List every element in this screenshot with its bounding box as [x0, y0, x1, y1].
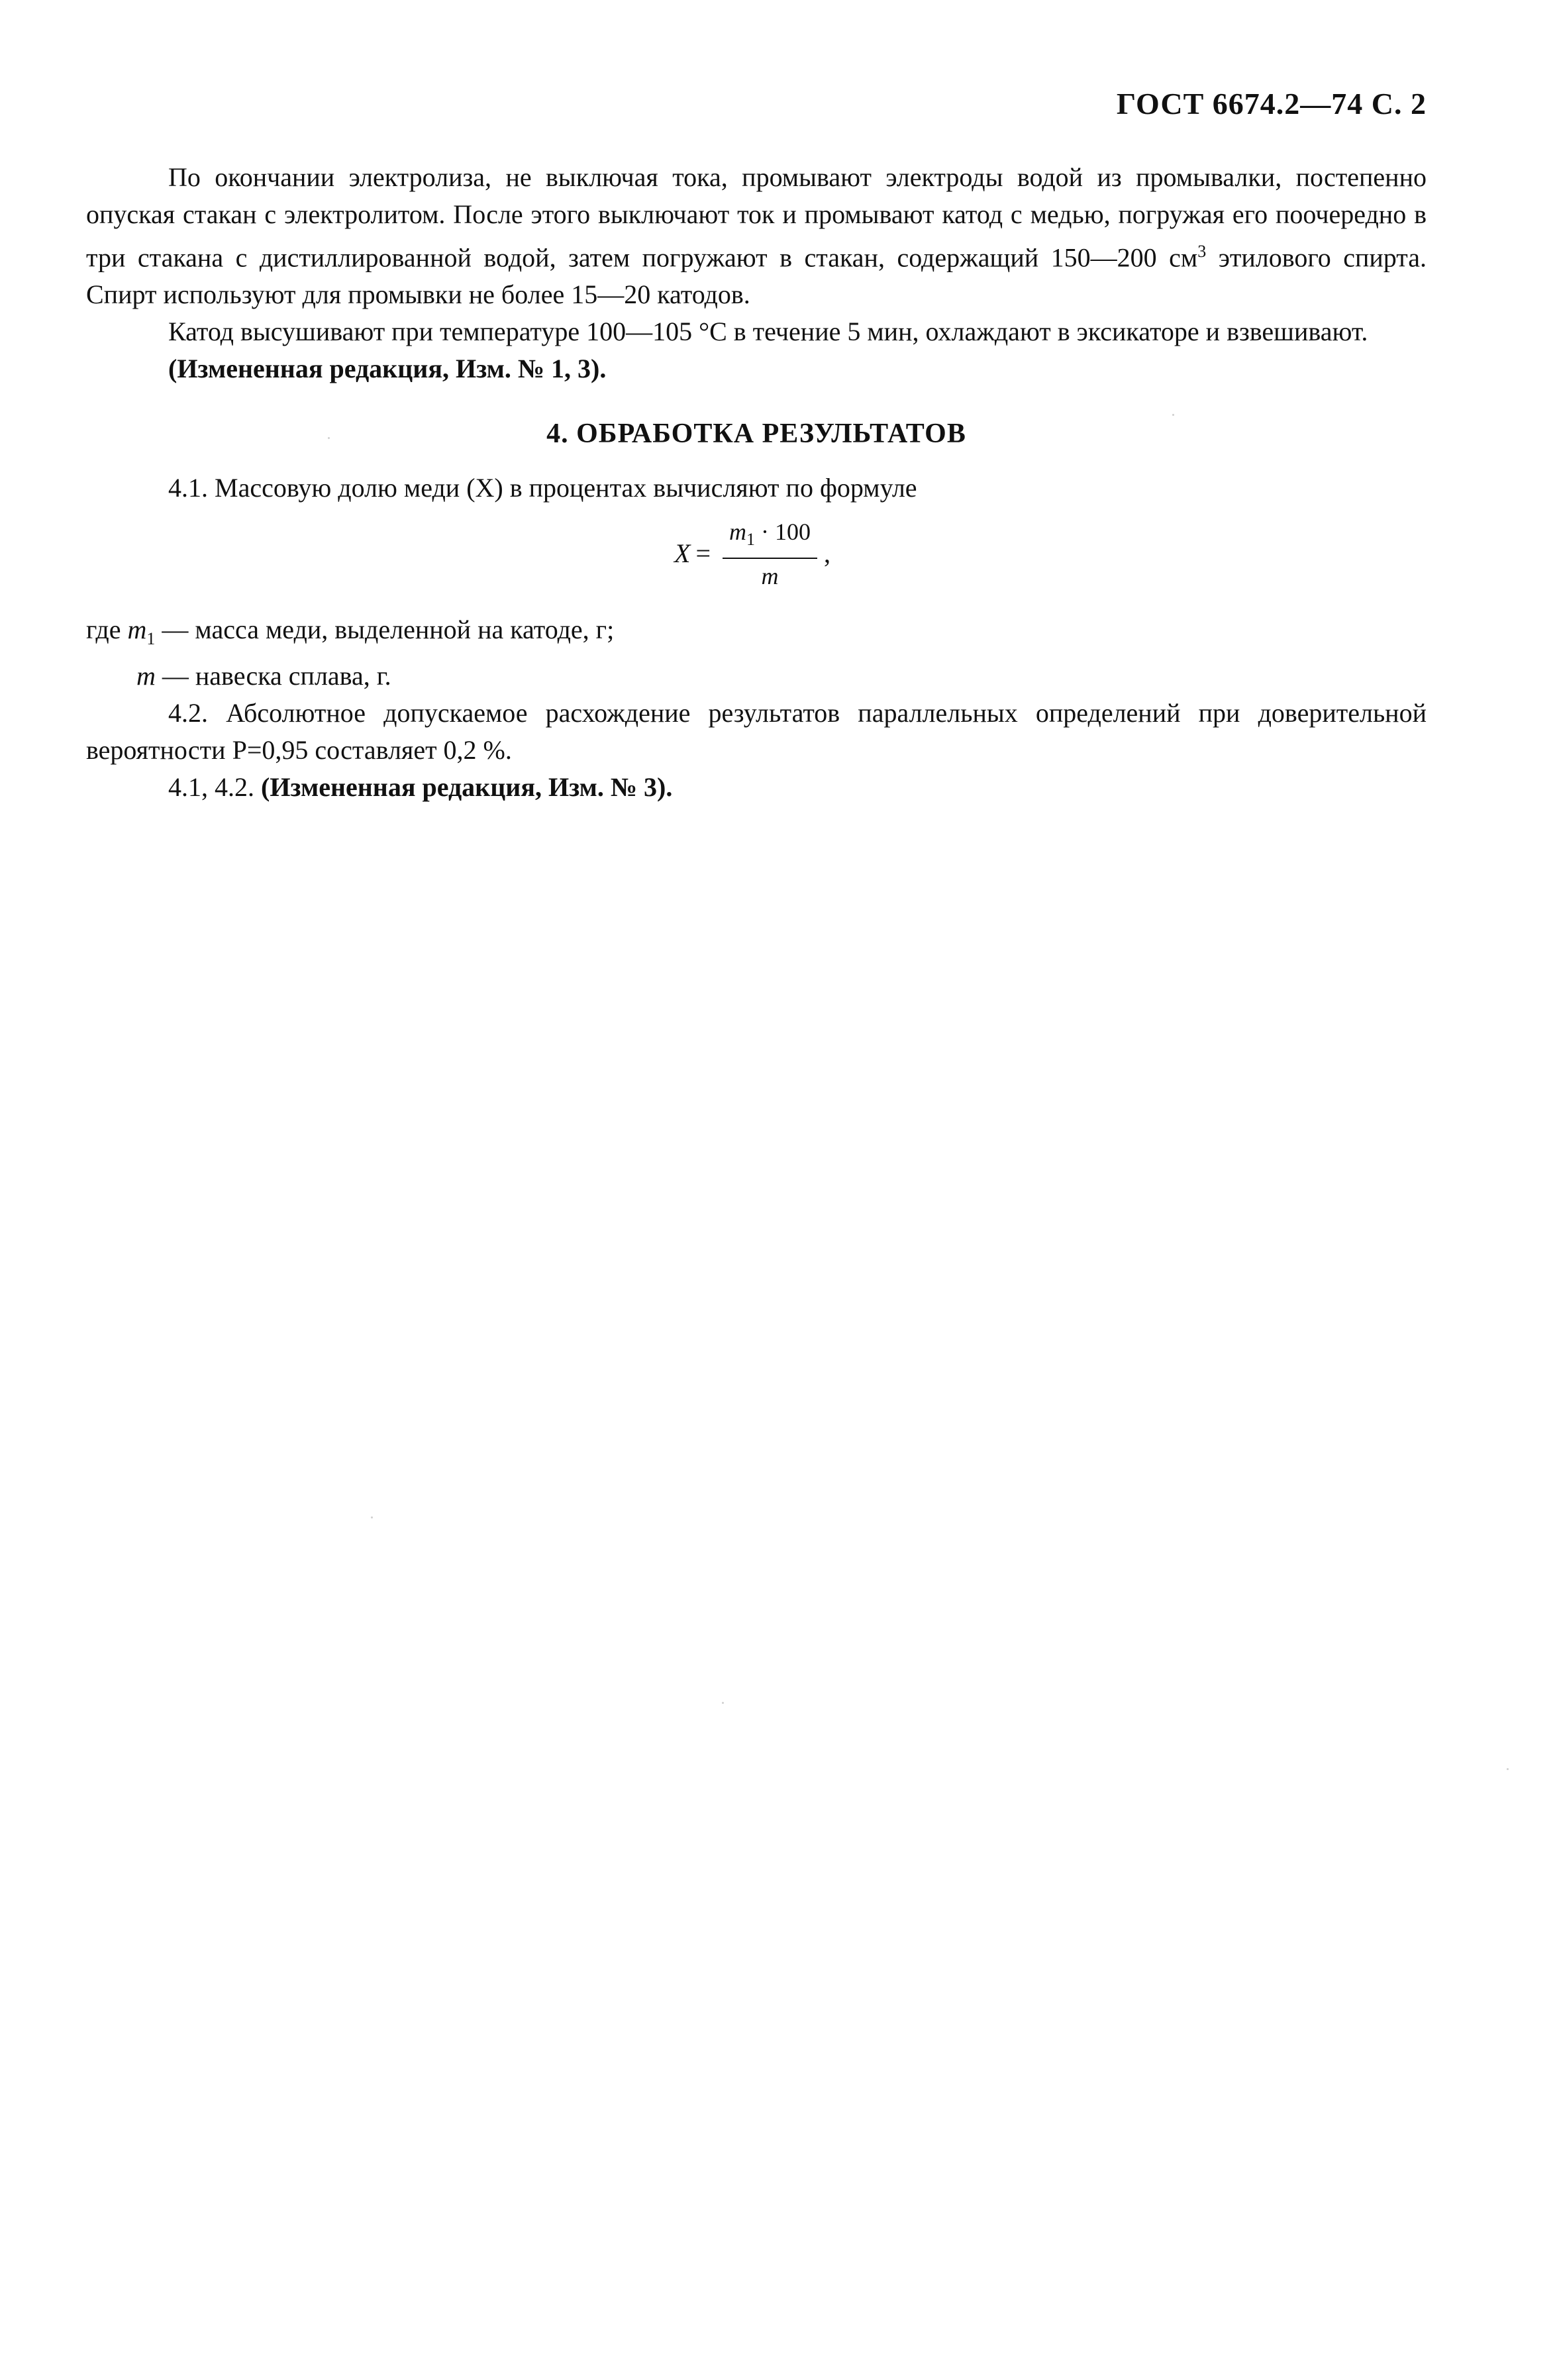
- amendment-note-1: (Измененная редакция, Изм. № 1, 3).: [168, 354, 607, 384]
- formula-numerator: $m_1 \cdot 100$: [723, 515, 817, 558]
- formula: [674, 515, 830, 593]
- paragraph-4-1: 4.1. Массовую долю меди (X) в процентах вычисляют по формуле: [168, 473, 917, 503]
- document-body: [86, 159, 1427, 806]
- scan-speck: [722, 1702, 724, 1704]
- where-line-m: m — навеска сплава, г.: [136, 661, 391, 691]
- page-header: ГОСТ 6674.2—74 С. 2: [1116, 87, 1427, 121]
- paragraph-electrolysis-end: По окончании электролиза, не выключая тока, промывают электроды водой из промывалки, постепенно опуская стакан с электролитом. После этого выключают ток и промывают катод с медью, погружая его поочередно в три стакана с дистиллированной водой, затем погружают в стакан, содержащий 150—200 $см^3$ этилового спирта. Спирт используют для промывки не более 15—20 катодов.: [86, 162, 1427, 310]
- formula-lhs: X: [674, 538, 691, 569]
- amendment-note-2: 4.1, 4.2. (Измененная редакция, Изм. № 3).: [168, 772, 673, 803]
- formula-block: [86, 512, 1427, 599]
- paragraph-cathode-drying: Катод высушивают при температуре 100—105 °С в течение 5 мин, охлаждают в эксикаторе и взвешивают.: [168, 317, 1368, 347]
- formula-comma: ,: [824, 538, 830, 569]
- section-title: 4. ОБРАБОТКА РЕЗУЛЬТАТОВ: [546, 419, 966, 450]
- formula-denominator: m: [761, 562, 779, 589]
- formula-fraction: [723, 515, 817, 593]
- where-line-m1: где $m_1$ — масса меди, выделенной на катоде, г;: [86, 615, 615, 649]
- scan-speck: [328, 437, 330, 439]
- scan-speck: [371, 1516, 373, 1518]
- scan-speck: [1507, 1768, 1509, 1770]
- scan-speck: [1172, 414, 1174, 416]
- paragraph-4-2: 4.2. Абсолютное допускаемое расхождение результатов параллельных определений при доверительной вероятности P=0,95 составляет 0,2 %.: [86, 698, 1427, 766]
- formula-equals: =: [695, 538, 711, 569]
